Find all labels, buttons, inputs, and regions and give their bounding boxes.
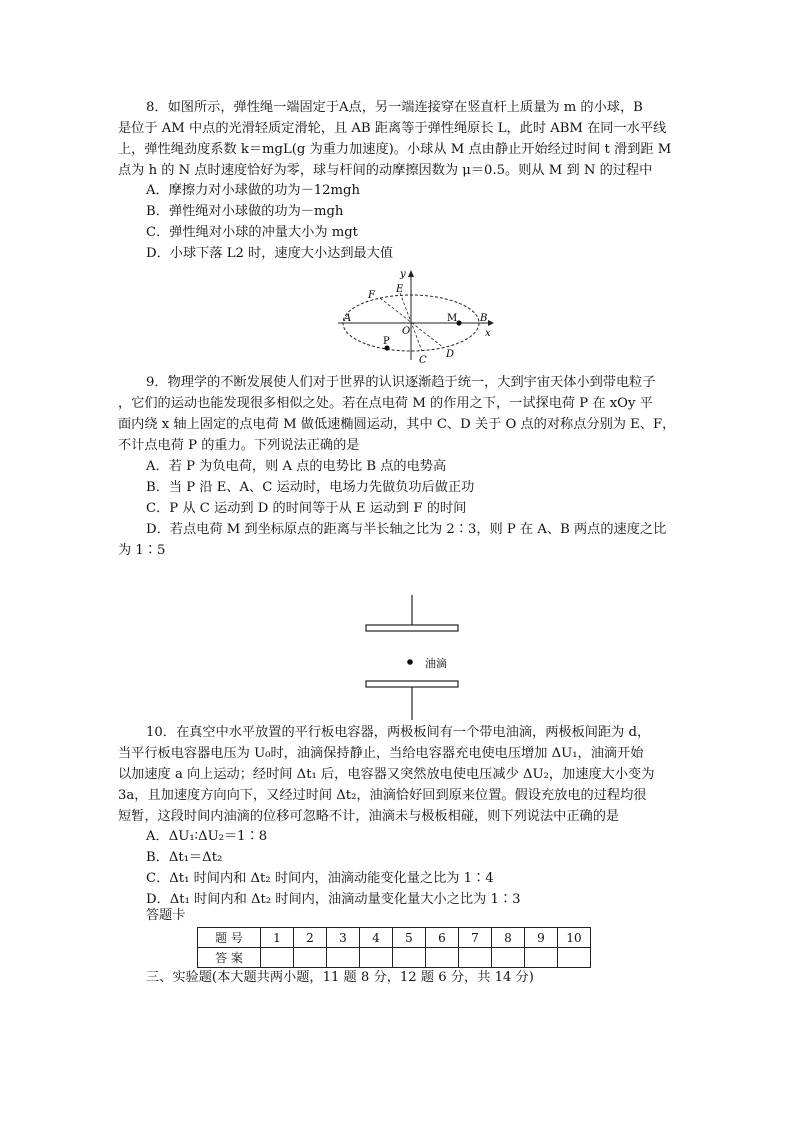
label-y: y [400, 269, 406, 280]
oil-drop [407, 659, 413, 665]
answer-cell[interactable] [492, 948, 525, 968]
answer-row-answers [198, 948, 591, 968]
row-head-number: 题 号 [198, 928, 261, 948]
label-p: P [383, 336, 390, 347]
answer-cell[interactable] [360, 948, 393, 968]
q9-line-1: 9．物理学的不断发展使人们对于世界的认识逐渐趋于统一，大到宇宙天体小到带电粒子 [146, 375, 656, 390]
answer-cell[interactable] [558, 948, 591, 968]
q10-line-2: 当平行板电容器电压为 U₀时，油滴保持静止，当给电容器充电使电压增加 ΔU₁，油滴开始 [118, 746, 644, 761]
capacitor-figure [360, 595, 465, 720]
question-number: 10 [558, 928, 591, 948]
y-axis-arrow [408, 270, 414, 277]
q10-option-b: B．Δt₁＝Δt₂ [146, 850, 223, 865]
q9-line-4: 不计点电荷 P 的重力。下列说法正确的是 [118, 438, 360, 453]
question-number: 8 [492, 928, 525, 948]
answer-cell[interactable] [261, 948, 294, 968]
label-f: F [368, 290, 375, 301]
q8-option-b: B．弹性绳对小球做的功为－mgh [146, 204, 344, 219]
label-m: M [447, 313, 458, 324]
answer-cell[interactable] [525, 948, 558, 968]
answer-cell[interactable] [426, 948, 459, 968]
label-c: C [419, 355, 427, 363]
q9-line-3: 面内绕 x 轴上固定的点电荷 M 做低速椭圆运动，其中 C、D 关于 O 点的对称点分别为 E、F， [118, 417, 676, 432]
label-x: x [485, 328, 491, 339]
q9-option-d: D．若点电荷 M 到坐标原点的距离与半长轴之比为 2∶3，则 P 在 A、B 两点的速度之比 [146, 522, 667, 537]
row-head-answer: 答 案 [198, 948, 261, 968]
question-number: 1 [261, 928, 294, 948]
q10-line-5: 短暂，这段时间内油滴的位移可忽略不计，油滴未与极板相碰，则下列说法中正确的是 [118, 809, 620, 824]
answer-cell[interactable] [327, 948, 360, 968]
q9-option-b: B．当 P 沿 E、A、C 运动时，电场力先做负功后做正功 [146, 480, 475, 495]
answer-cell[interactable] [459, 948, 492, 968]
top-plate [366, 625, 458, 631]
answer-cell[interactable] [294, 948, 327, 968]
answer-card-title: 答题卡 [146, 908, 186, 923]
q9-option-d-cont: 为 1∶5 [118, 543, 166, 558]
label-o: O [402, 326, 411, 337]
answer-cell[interactable] [393, 948, 426, 968]
ellipse-orbit-figure [330, 268, 500, 363]
q10-option-a: A．ΔU₁∶ΔU₂＝1∶8 [146, 829, 268, 844]
question-number: 2 [294, 928, 327, 948]
x-axis-arrow [488, 320, 494, 326]
answer-card-table [197, 927, 591, 968]
question-number: 7 [459, 928, 492, 948]
q9-line-2: ，它们的运动也能发现很多相似之处。若在点电荷 M 的作用之下，一试探电荷 P 在 xOy 平 [118, 396, 653, 411]
label-b: B [480, 313, 488, 324]
question-number: 6 [426, 928, 459, 948]
q8-line-3: 上，弹性绳劲度系数 k＝mgL(g 为重力加速度)。小球从 M 点由静止开始经过时间 t 滑到距 M [118, 142, 672, 157]
q8-line-4: 点为 h 的 N 点时速度恰好为零，球与杆间的动摩擦因数为 μ＝0.5。则从 M 到 N 的过程中 [118, 163, 653, 178]
q10-line-1: 10．在真空中水平放置的平行板电容器，两极板间有一个带电油滴，两极板间距为 d， [146, 725, 651, 740]
q8-line-2: 是位于 AM 中点的光滑轻质定滑轮，且 AB 距离等于弹性绳原长 L，此时 ABM 在同一水平线 [118, 121, 667, 136]
q10-line-3: 以加速度 a 向上运动；经时间 Δt₁ 后，电容器又突然放电使电压减少 ΔU₂，加速度大小变为 [118, 767, 655, 782]
label-e: E [396, 284, 404, 295]
q9-option-a: A．若 P 为负电荷，则 A 点的电势比 B 点的电势高 [146, 459, 447, 474]
section-3-heading: 三、实验题(本大题共两小题，11 题 8 分，12 题 6 分，共 14 分) [146, 970, 534, 985]
answer-row-numbers [198, 928, 591, 948]
q8-option-a: A．摩擦力对小球做的功为－12mgh [146, 183, 360, 198]
label-a: A [344, 313, 352, 324]
label-d: D [446, 349, 455, 360]
q10-line-4: 3a，且加速度方向向下，又经过时间 Δt₂，油滴恰好回到原来位置。假设充放电的过程均很 [118, 788, 647, 803]
q8-option-d: D．小球下落 L2 时，速度大小达到最大值 [146, 246, 394, 261]
q10-option-d: D．Δt₁ 时间内和 Δt₂ 时间内，油滴动量变化量大小之比为 1∶3 [146, 892, 521, 907]
question-number: 3 [327, 928, 360, 948]
bottom-plate [366, 681, 458, 687]
question-number: 9 [525, 928, 558, 948]
q8-option-c: C．弹性绳对小球的冲量大小为 mgt [146, 225, 358, 240]
q10-option-c: C．Δt₁ 时间内和 Δt₂ 时间内，油滴动能变化量之比为 1∶4 [146, 871, 494, 886]
question-number: 4 [360, 928, 393, 948]
q8-line-1: 8．如图所示，弹性绳一端固定于A点，另一端连接穿在竖直杆上质量为 m 的小球，B [146, 100, 643, 115]
q9-option-c: C．P 从 C 运动到 D 的时间等于从 E 运动到 F 的时间 [146, 501, 467, 516]
question-number: 5 [393, 928, 426, 948]
oil-drop-label: 油滴 [425, 657, 447, 670]
